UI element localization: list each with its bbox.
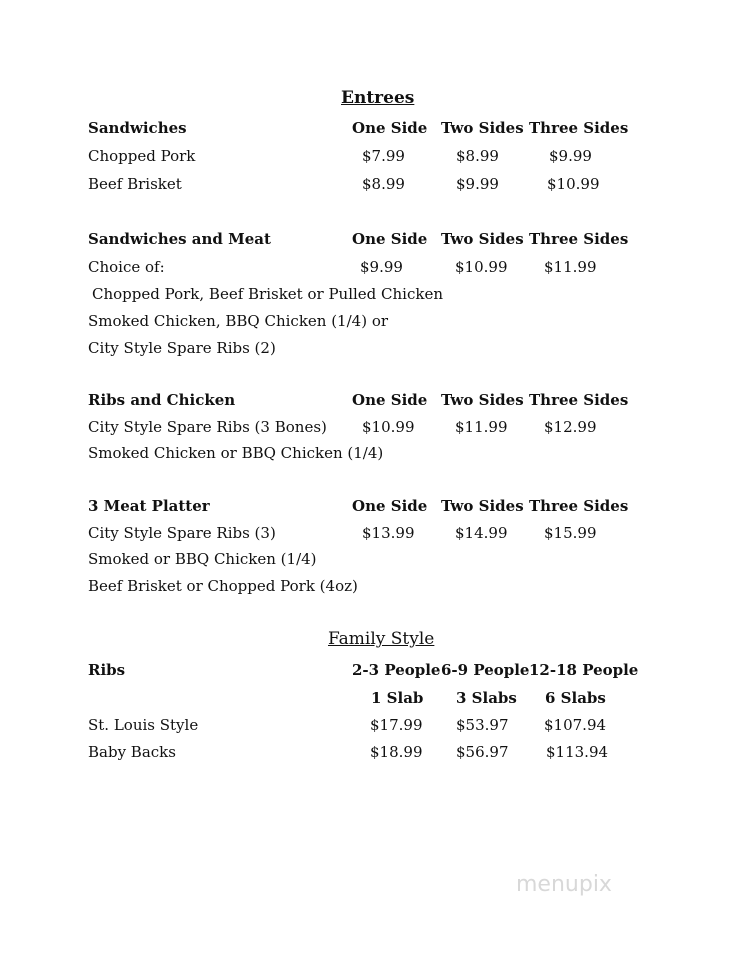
- ribs-header: Ribs: [88, 661, 126, 679]
- menu-item-price: $8.99: [362, 175, 405, 193]
- sandwiches-meat-header: Sandwiches and Meat: [88, 230, 271, 248]
- menu-item-price: $17.99: [370, 716, 423, 734]
- column-subheader: 3 Slabs: [456, 689, 517, 707]
- menu-item-name: City Style Spare Ribs (3): [88, 524, 276, 542]
- menu-item-name: St. Louis Style: [88, 716, 199, 734]
- menu-item-price: $9.99: [360, 258, 403, 276]
- menu-item-price: $10.99: [455, 258, 508, 276]
- menu-item-description: Smoked Chicken, BBQ Chicken (1/4) or: [88, 312, 389, 330]
- menu-item-description: Chopped Pork, Beef Brisket or Pulled Chicken: [92, 285, 444, 303]
- column-header: Two Sides: [441, 119, 524, 137]
- menu-item-price: $8.99: [456, 147, 499, 165]
- menu-item-name: Beef Brisket: [88, 175, 182, 193]
- family-style-title: Family Style: [328, 629, 435, 649]
- column-header: One Side: [352, 391, 428, 409]
- menu-item-price: $10.99: [547, 175, 600, 193]
- column-header: 12-18 People: [529, 661, 639, 679]
- menu-item-description: Beef Brisket or Chopped Pork (4oz): [88, 577, 358, 595]
- menu-item-price: $13.99: [362, 524, 415, 542]
- menu-item-price: $9.99: [456, 175, 499, 193]
- menu-item-name: Chopped Pork: [88, 147, 196, 165]
- choice-label: Choice of:: [88, 258, 165, 276]
- menu-item-price: $107.94: [544, 716, 607, 734]
- column-header: 2-3 People: [352, 661, 441, 679]
- menu-item-price: $11.99: [455, 418, 508, 436]
- column-header: 6-9 People: [441, 661, 530, 679]
- meat-platter-header: 3 Meat Platter: [88, 497, 210, 515]
- menu-item-description: City Style Spare Ribs (2): [88, 339, 276, 357]
- menu-item-price: $7.99: [362, 147, 405, 165]
- column-header: Three Sides: [529, 497, 629, 515]
- menu-item-name: City Style Spare Ribs (3 Bones): [88, 418, 327, 436]
- menu-item-price: $53.97: [456, 716, 509, 734]
- column-header: Three Sides: [529, 119, 629, 137]
- sandwiches-header: Sandwiches: [88, 119, 187, 137]
- menu-item-description: Smoked Chicken or BBQ Chicken (1/4): [88, 444, 384, 462]
- menu-item-price: $10.99: [362, 418, 415, 436]
- menu-item-price: $11.99: [544, 258, 597, 276]
- column-subheader: 1 Slab: [371, 689, 424, 707]
- column-header: One Side: [352, 119, 428, 137]
- column-header: Two Sides: [441, 230, 524, 248]
- ribs-chicken-header: Ribs and Chicken: [88, 391, 236, 409]
- menu-item-price: $12.99: [544, 418, 597, 436]
- entrees-title: Entrees: [341, 88, 415, 108]
- menu-item-price: $56.97: [456, 743, 509, 761]
- column-header: One Side: [352, 497, 428, 515]
- column-header: Three Sides: [529, 391, 629, 409]
- menu-item-name: Baby Backs: [88, 743, 176, 761]
- column-header: Two Sides: [441, 391, 524, 409]
- menu-item-price: $18.99: [370, 743, 423, 761]
- menu-item-description: Smoked or BBQ Chicken (1/4): [88, 550, 317, 568]
- watermark: menupix: [516, 872, 612, 897]
- menu-item-price: $9.99: [549, 147, 592, 165]
- menu-item-price: $14.99: [455, 524, 508, 542]
- column-header: Two Sides: [441, 497, 524, 515]
- column-header: Three Sides: [529, 230, 629, 248]
- menu-item-price: $113.94: [546, 743, 609, 761]
- column-subheader: 6 Slabs: [545, 689, 606, 707]
- column-header: One Side: [352, 230, 428, 248]
- menu-item-price: $15.99: [544, 524, 597, 542]
